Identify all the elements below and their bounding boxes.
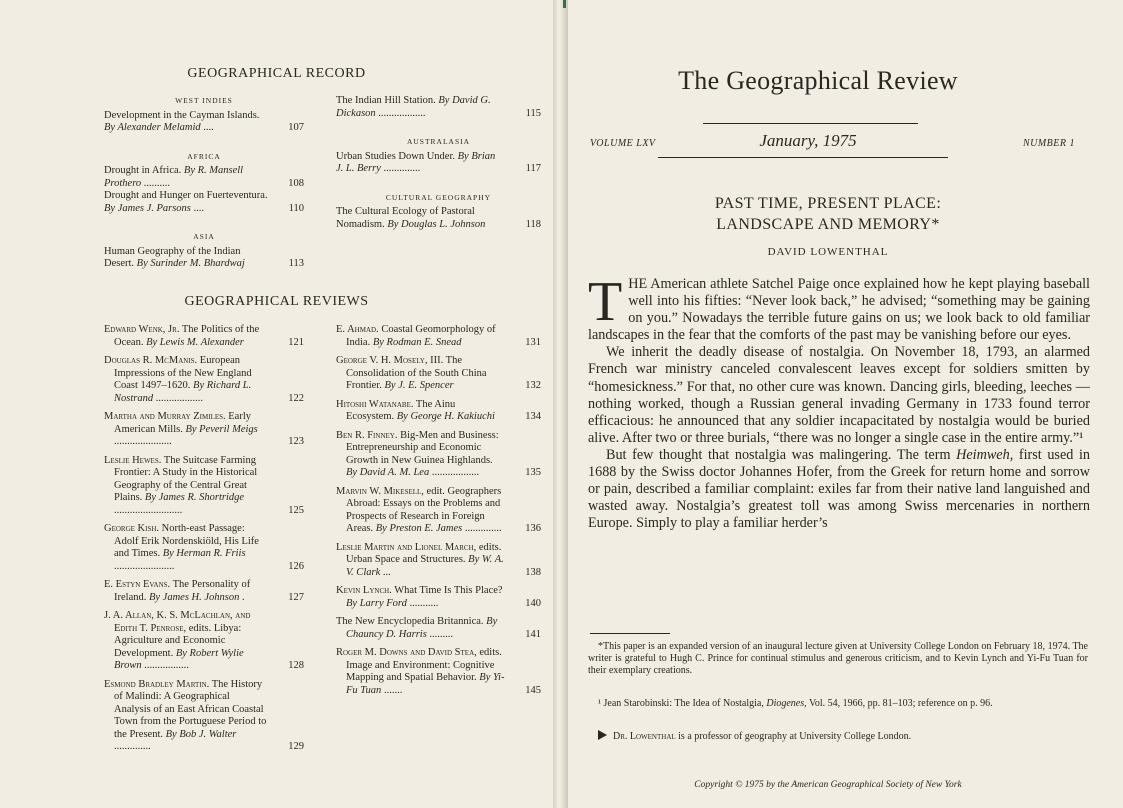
entry-page: 107 [288, 122, 304, 133]
review-book-title: What Time Is This Place? [391, 585, 503, 596]
review-book-title: The Politics of the Ocean. [114, 324, 260, 348]
entry-leader: .... [200, 122, 214, 133]
review-book-title: The History of Malindi: A Geographical Analysis of an East African Coastal Town from the Portuguese Period to the Present. [114, 678, 267, 740]
book-gutter [553, 0, 568, 808]
entry-page: 117 [525, 163, 541, 174]
reviewer-name: By J. E. Spencer [384, 380, 454, 391]
review-book-title: The Personality of Ireland. [114, 579, 251, 603]
paragraph-3-text-b: first used in 1688 by the Swiss doctor Johannes Hofer, from the Greek for return home and sorrow or pain, described a familiar complaint: exiles far from their native land languished and wasted away. Nostalgia’s greatest toll was among Swiss mercenaries in northern Europe. Simply to play a familiar herder’s [588, 446, 1090, 532]
review-book-author: George V. H. Mosely, III. [336, 355, 444, 366]
entry-author: By R. Mansell Prothero [104, 165, 244, 189]
review-book-author: Douglas R. McManis. [104, 355, 198, 366]
reviewer-name: By Chauncy D. Harris [346, 616, 498, 640]
reviewer-name: By W. A. V. Clark [346, 554, 504, 578]
reviewer-name: By Lewis M. Alexander [146, 336, 244, 348]
reviewer-name: By Larry Ford [346, 597, 407, 609]
reviews-column-left [104, 324, 304, 760]
review-page: 135 [525, 467, 541, 478]
region-heading: ASIA [193, 232, 215, 241]
review-text [104, 579, 268, 604]
review-page: 123 [288, 436, 304, 447]
review-entry [104, 455, 304, 518]
number-label: NUMBER 1 [1022, 138, 1075, 149]
review-book-author: Leslie Martin and Lionel March, [336, 541, 477, 553]
review-leader: ....... [381, 684, 403, 696]
entry-title: Drought in Africa. [104, 165, 184, 176]
journal-title: The Geographical Review [678, 66, 958, 95]
review-leader: .................. [429, 467, 480, 478]
review-text [336, 542, 505, 580]
entry-title: The Indian Hill Station. [336, 95, 439, 106]
record-entry [104, 246, 304, 271]
entry-author: By Brian J. L. Berry [336, 150, 496, 174]
review-entry [336, 355, 541, 393]
review-book-title: edits. Urban Space and Structures. [346, 541, 502, 565]
article-title-line1: PAST TIME, PRESENT PLACE: [714, 195, 942, 212]
review-book-title: edits. Image and Environment: Cognitive Mapping and Spatial Behavior. [346, 647, 502, 683]
record-column-left [104, 95, 304, 287]
review-book-author: Roger M. Downs and David Stea, [336, 647, 477, 658]
record-region-group [336, 192, 541, 232]
entry-author: By Surinder M. Bhardwaj [136, 258, 245, 269]
reviewer-name: By Bob J. Walter [165, 728, 237, 740]
entry-leader: .......... [141, 177, 171, 189]
drop-cap: T [588, 271, 623, 333]
review-page: 122 [288, 392, 304, 404]
review-page: 134 [525, 411, 541, 422]
review-leader: ....................... [114, 560, 175, 572]
review-leader: ...................... [114, 436, 172, 447]
paragraph-1 [588, 271, 1090, 344]
review-page: 141 [525, 628, 541, 640]
reviewer-name: By Herman R. Friis [162, 548, 246, 559]
review-book-title: edits. Libya: Agriculture and Economic Development. [114, 622, 242, 659]
record-column-right [336, 95, 541, 247]
entry-author: By David G. Dickason [336, 95, 491, 119]
paragraph-3 [588, 447, 1090, 532]
review-book-title: North-east Passage: Adolf Erik Nordenskiöld, His Life and Times. [114, 523, 259, 559]
issue-date: January, 1975 [759, 131, 857, 150]
entry-leader: .................. [375, 107, 426, 119]
review-page: 136 [525, 523, 541, 534]
reviewer-name: By Preston E. James [375, 523, 463, 534]
right-page [568, 0, 1123, 808]
reviewer-name: By David A. M. Lea [346, 467, 430, 478]
paragraph-3-text-a: But few thought that nostalgia was malingering. The term [606, 446, 957, 463]
review-leader: ................. [141, 660, 189, 671]
entry-title: Development in the Cayman Islands. [104, 109, 260, 121]
review-page: 126 [288, 560, 304, 572]
entry-text [104, 110, 268, 135]
reviewer-name: By Peveril Meigs [185, 423, 258, 435]
entry-text [336, 206, 505, 231]
review-leader: .............. [462, 523, 502, 534]
review-book-title: Early American Mills. [114, 411, 252, 435]
reviewer-name: By James H. Johnson [148, 591, 240, 603]
review-leader: .................. [153, 392, 203, 404]
reviews-column-right [336, 324, 541, 703]
entry-text [104, 246, 268, 271]
review-entry [104, 579, 304, 604]
record-region-group [104, 151, 304, 216]
review-text [336, 616, 505, 641]
footnote-1 [588, 698, 1088, 710]
review-text [336, 430, 505, 480]
review-entry [336, 542, 541, 580]
review-text [336, 399, 505, 424]
article-title-line2: LANDSCAPE AND MEMORY* [716, 216, 940, 233]
review-book-title: Coastal Geomorphology of India. [346, 324, 496, 348]
review-book-author: Edward Wenk, Jr. [104, 324, 180, 335]
record-entry [104, 110, 304, 135]
review-entry [336, 616, 541, 641]
review-page: 127 [288, 591, 304, 603]
author-note-text: is a professor of geography at University College London. [675, 731, 912, 742]
review-page: 138 [525, 566, 541, 578]
bookmark-ribbon [563, 0, 566, 8]
review-text [336, 647, 505, 697]
review-book-title: edit. Geographers Abroad: Essays on the Problems and Prospects of Research in Foreign Areas. [346, 485, 502, 534]
review-book-author: Hitoshi Watanabe. [336, 398, 414, 410]
review-entry [104, 324, 304, 349]
entry-page: 110 [288, 202, 304, 214]
copyright-line: Copyright © 1975 by the American Geographical Society of New York [694, 780, 962, 790]
review-entry [104, 610, 304, 673]
record-region-group [104, 95, 304, 135]
entry-title: Human Geography of the Indian Desert. [104, 245, 241, 269]
review-text [104, 411, 268, 449]
record-entry [336, 206, 541, 231]
article-author: DAVID LOWENTHAL [767, 246, 889, 258]
record-region-group [336, 136, 541, 176]
entry-title: The Cultural Ecology of Pastoral Nomadism. [336, 206, 475, 230]
review-text [336, 486, 505, 536]
review-page: 132 [525, 380, 541, 391]
review-book-author: E. Estyn Evans. [104, 579, 171, 590]
record-entry [336, 151, 541, 176]
review-entry [104, 355, 304, 405]
entry-page: 115 [525, 107, 541, 119]
review-text [336, 324, 505, 349]
review-book-title: European Impressions of the New England Coast 1497–1620. [114, 355, 252, 391]
record-region-group [104, 231, 304, 271]
footnote-1-emphasis: Diogenes, [766, 698, 807, 709]
review-text [104, 610, 268, 673]
review-leader: ........... [406, 597, 439, 609]
review-book-author: Ben R. Finney. [336, 429, 398, 441]
review-book-title: The Suitcase Farming Frontier: A Study in the Historical Geography of the Central Great Plains. [114, 454, 258, 503]
review-text [104, 324, 268, 349]
record-region-group [336, 95, 541, 120]
review-text [104, 679, 268, 754]
entry-page: 113 [288, 258, 304, 269]
review-page: 125 [288, 504, 304, 516]
reviewer-name: By Robert Wylie Brown [114, 647, 244, 671]
review-entry [336, 399, 541, 424]
article-title [628, 193, 1028, 235]
review-text [336, 585, 505, 610]
review-leader: . [239, 591, 245, 603]
title-rule-top [703, 123, 918, 124]
article-body [588, 271, 1090, 532]
review-book-title: The New Encyclopedia Britannica. [336, 616, 487, 627]
paragraph-1-text: HE American athlete Satchel Paige once explained how he kept playing baseball well into his fifties: “Never look back,” he advised; “something may be gaining on you.” Nowadays the terrible future gains on us; we look back to old familiar landscapes in the fear that the comforts of the past may be vanishing before our eyes. [588, 276, 1090, 344]
review-book-author: Esmond Bradley Martin. [104, 678, 210, 690]
review-text [336, 355, 505, 393]
reviewer-name: By Rodman E. Snead [372, 336, 462, 348]
review-book-author: Kevin Lynch. [336, 585, 392, 596]
entry-author: By Douglas L. Johnson [387, 218, 486, 230]
review-book-author: Marvin W. Mikesell, [336, 485, 424, 497]
review-book-author: George Kish. [104, 523, 160, 534]
review-entry [336, 647, 541, 697]
review-entry [104, 679, 304, 754]
entry-title: Drought and Hunger on Fuerteventura. [104, 190, 268, 201]
entry-text [336, 151, 505, 176]
reviewer-name: By James R. Shortridge [144, 492, 245, 503]
entry-title: Urban Studies Down Under. [336, 150, 458, 162]
review-entry [336, 324, 541, 349]
review-page: 129 [288, 741, 304, 752]
region-heading: CULTURAL GEOGRAPHY [385, 192, 492, 202]
triangle-marker-icon [598, 730, 607, 740]
review-entry [104, 523, 304, 573]
review-page: 121 [288, 336, 304, 348]
entry-text [104, 165, 268, 190]
region-heading: AFRICA [187, 151, 221, 161]
reviews-section-title: GEOGRAPHICAL REVIEWS [184, 294, 369, 309]
review-book-author: Martha and Murray Zimiles. [104, 411, 226, 422]
review-text [104, 355, 268, 405]
record-entry [104, 165, 304, 190]
entry-author: By Alexander Melamid [104, 122, 201, 133]
review-leader: .............. [114, 741, 151, 752]
review-page: 131 [525, 336, 541, 348]
footnote-rule [590, 633, 670, 634]
review-leader: ... [380, 566, 391, 578]
record-section-title: GEOGRAPHICAL RECORD [187, 66, 366, 81]
review-book-author: J. A. Allan, K. S. McLachlan, and Edith T. Penrose, [104, 610, 251, 634]
entry-page: 118 [525, 218, 541, 230]
review-entry [336, 430, 541, 480]
review-entry [336, 486, 541, 536]
footnote-1-text-a: ¹ Jean Starobinski: The Idea of Nostalgia, [598, 698, 767, 709]
review-page: 140 [525, 597, 541, 609]
review-leader: .......................... [114, 504, 183, 516]
review-page: 128 [288, 660, 304, 671]
entry-leader: .... [190, 202, 205, 214]
author-note-name: Dr. Lowenthal [613, 731, 676, 742]
review-entry [104, 411, 304, 449]
reviewer-name: By Richard L. Nostrand [114, 380, 252, 404]
review-book-author: Leslie Hewes. [104, 454, 162, 466]
paragraph-2: We inherit the deadly disease of nostalgia. On November 18, 1793, an alarmed French war ministry canceled convalescent leaves except for soldiers smitten by “homesickness.” For that, no other cure was known. Dancing girls, bleeding, leeches — nothing worked, though a Russian general invading Germany in 1733 found terror efficacious: he announced that any soldier incapacitated by nostalgia would be buried alive. After two or three burials, “there was no longer a single case in the entire army.”¹ [588, 344, 1090, 446]
author-note [588, 730, 1088, 743]
paragraph-3-emphasis: Heimweh, [956, 446, 1014, 463]
review-book-title: Big-Men and Business: Entrepreneurship and Economic Growth in New Guinea Highlands. [346, 429, 499, 466]
record-entry [336, 95, 541, 120]
reviewer-name: By Yi-Fu Tuan [346, 672, 505, 696]
footnote-1-text-b: Vol. 54, 1966, pp. 81–103; reference on p. 96. [806, 698, 993, 709]
review-leader: ......... [426, 628, 454, 640]
review-text [104, 523, 268, 573]
review-book-title: The Consolidation of the South China Frontier. [346, 355, 487, 391]
review-book-title: The Ainu Ecosystem. [346, 398, 456, 422]
region-heading: WEST INDIES [175, 96, 233, 105]
record-entry [104, 190, 304, 215]
reviewer-name: By George H. Kakiuchi [396, 411, 495, 422]
region-heading: AUSTRALASIA [406, 137, 471, 146]
review-page: 145 [525, 684, 541, 696]
left-page [0, 0, 553, 808]
review-book-author: E. Ahmad. [336, 324, 379, 335]
footnote-asterisk: *This paper is an expanded version of an inaugural lecture given at University College London on February 18, 1974. The writer is grateful to Hugh C. Prince for continual stimulus and generous criticism, and to Kevin Lynch and Yi-Fu Tuan for their exemplary creations. [588, 641, 1088, 677]
entry-text [104, 190, 268, 215]
title-rule-bottom [658, 157, 948, 158]
entry-leader: .............. [380, 163, 421, 174]
volume-label: VOLUME LXV [590, 138, 656, 149]
entry-author: By James J. Parsons [104, 202, 191, 214]
review-entry [336, 585, 541, 610]
review-text [104, 455, 268, 518]
entry-page: 108 [288, 177, 304, 189]
entry-text [336, 95, 505, 120]
